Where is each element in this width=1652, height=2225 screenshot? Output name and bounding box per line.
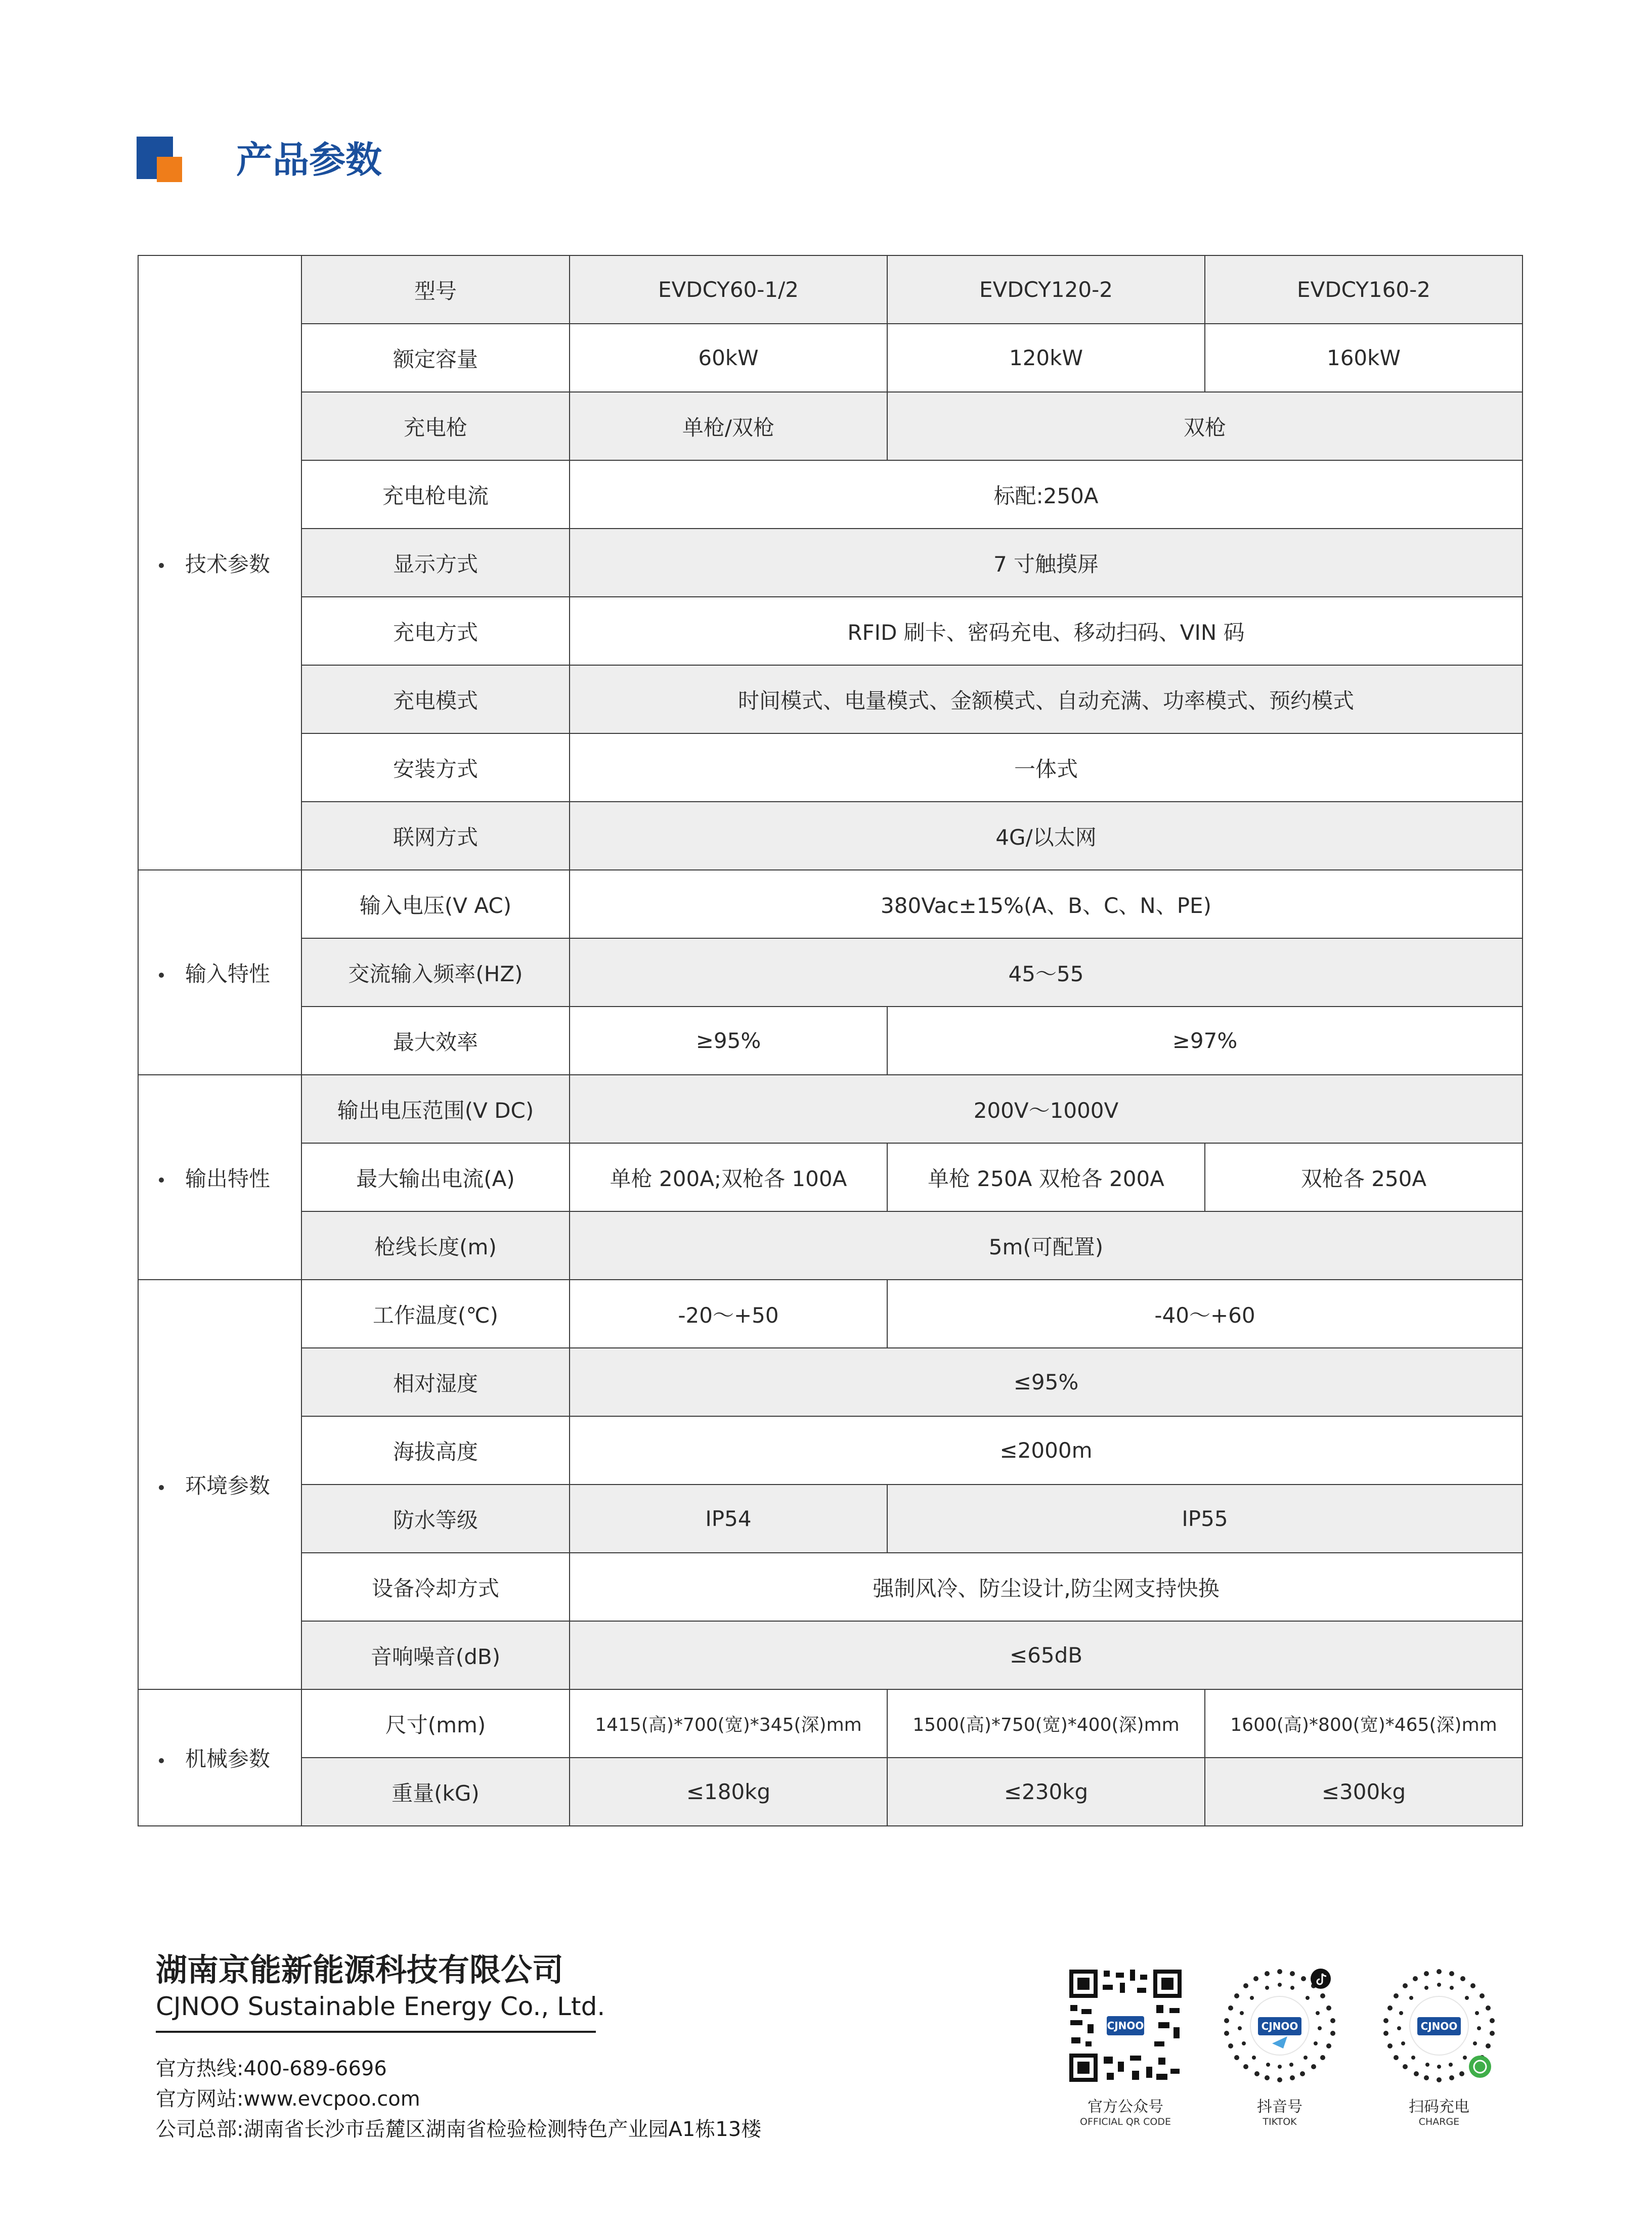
table-row-altitude: [138, 1416, 1523, 1485]
row-label: 音响噪音(dB): [301, 1621, 570, 1689]
category-tech: 技术参数: [138, 255, 301, 870]
qr-sub-tiktok: TIKTOK: [1263, 2116, 1297, 2127]
qr-badge: CJNOO: [1107, 2020, 1144, 2032]
cell-value: 强制风冷、防尘设计,防尘网支持快换: [570, 1553, 1523, 1621]
cell-value: 7 寸触摸屏: [570, 529, 1523, 597]
table-row-output-current: [138, 1143, 1523, 1211]
cell-value: 120kW: [887, 324, 1205, 392]
table-row-ac-freq: [138, 938, 1523, 1007]
table-row-noise: [138, 1621, 1523, 1689]
table-row-temperature: [138, 1280, 1523, 1348]
table-row-charge-mode: [138, 665, 1523, 733]
cell-value: ≥95%: [570, 1007, 887, 1075]
row-label: 联网方式: [301, 802, 570, 870]
cell-value: 单枪/双枪: [570, 392, 887, 460]
table-row-input-voltage: [138, 870, 1523, 938]
table-row-network: [138, 802, 1523, 870]
cell-value: 单枪 250A 双枪各 200A: [887, 1143, 1205, 1211]
cell-value: EVDCY160-2: [1205, 255, 1523, 324]
qr-label-charge: 扫码充电: [1409, 2098, 1469, 2116]
table-row-efficiency: [138, 1007, 1523, 1075]
cell-value: 45～55: [570, 938, 1523, 1007]
cell-value: 标配:250A: [570, 460, 1523, 529]
row-label: 设备冷却方式: [301, 1553, 570, 1621]
row-label: 最大效率: [301, 1007, 570, 1075]
bullet-icon: [159, 973, 164, 978]
row-label: 工作温度(℃): [301, 1280, 570, 1348]
cell-value: ≤65dB: [570, 1621, 1523, 1689]
cell-value: ≤95%: [570, 1348, 1523, 1416]
table-row-capacity: [138, 324, 1523, 392]
qr-label-tiktok: 抖音号: [1257, 2098, 1302, 2116]
cell-value: 单枪 200A;双枪各 100A: [570, 1143, 887, 1211]
qr-sub-official: OFFICIAL QR CODE: [1080, 2116, 1171, 2127]
cell-value: 1500(高)*750(宽)*400(深)mm: [887, 1689, 1205, 1758]
cell-value: 60kW: [570, 324, 887, 392]
table-row-waterproof: [138, 1485, 1523, 1553]
cell-value: 160kW: [1205, 324, 1523, 392]
table-row-install: [138, 733, 1523, 802]
table-row-cooling: [138, 1553, 1523, 1621]
qr-code-official-icon: [1067, 1968, 1184, 2084]
row-label: 输入电压(V AC): [301, 870, 570, 938]
cell-value: ≤2000m: [570, 1416, 1523, 1485]
row-label: 最大输出电流(A): [301, 1143, 570, 1211]
cell-value: 200V～1000V: [570, 1075, 1523, 1143]
cell-value: EVDCY120-2: [887, 255, 1205, 324]
company-name-cn: 湖南京能新能源科技有限公司: [156, 1951, 564, 1988]
row-label: 充电方式: [301, 597, 570, 665]
address: 公司总部:湖南省长沙市岳麓区湖南省检验检测特色产业园A1栋13楼: [156, 2118, 762, 2141]
table-row-gun-current: [138, 460, 1523, 529]
cell-value: ≤180kg: [570, 1758, 887, 1826]
qr-code-charge-icon: [1381, 1968, 1497, 2084]
bullet-icon: [159, 563, 164, 568]
table-row-output-voltage: [138, 1075, 1523, 1143]
cell-value: ≤300kg: [1205, 1758, 1523, 1826]
company-name-en: CJNOO Sustainable Energy Co., Ltd.: [156, 1992, 605, 2021]
table-row-charge-method: [138, 597, 1523, 665]
row-label: 充电模式: [301, 665, 570, 733]
row-label: 尺寸(mm): [301, 1689, 570, 1758]
cell-value: 一体式: [570, 733, 1523, 802]
category-input: 输入特性: [138, 870, 301, 1075]
row-label: 重量(kG): [301, 1758, 570, 1826]
table-row-cable-length: [138, 1211, 1523, 1280]
cell-value: ≤230kg: [887, 1758, 1205, 1826]
qr-code-tiktok-icon: [1222, 1968, 1338, 2084]
table-row-gun: [138, 392, 1523, 460]
row-label: 输出电压范围(V DC): [301, 1075, 570, 1143]
row-label: 交流输入频率(HZ): [301, 938, 570, 1007]
bullet-icon: [159, 1758, 164, 1763]
row-label: 枪线长度(m): [301, 1211, 570, 1280]
table-row-model: [138, 255, 1523, 324]
cell-value: 时间模式、电量模式、金额模式、自动充满、功率模式、预约模式: [570, 665, 1523, 733]
cell-value: -40～+60: [887, 1280, 1523, 1348]
table-row-display: [138, 529, 1523, 597]
row-label: 相对湿度: [301, 1348, 570, 1416]
bullet-icon: [159, 1485, 164, 1490]
hotline: 官方热线:400-689-6696: [156, 2057, 387, 2080]
category-env: 环境参数: [138, 1280, 301, 1689]
row-label: 额定容量: [301, 324, 570, 392]
cell-value: IP54: [570, 1485, 887, 1553]
cell-value: 5m(可配置): [570, 1211, 1523, 1280]
cell-value: 双枪各 250A: [1205, 1143, 1523, 1211]
bullet-icon: [159, 1177, 164, 1183]
row-label: 安装方式: [301, 733, 570, 802]
divider: [156, 2031, 596, 2033]
cell-value: 380Vac±15%(A、B、C、N、PE): [570, 870, 1523, 938]
qr-label-official: 官方公众号: [1088, 2098, 1163, 2116]
table-row-humidity: [138, 1348, 1523, 1416]
product-parameters-table: [138, 255, 1523, 1826]
cell-value: EVDCY60-1/2: [570, 255, 887, 324]
cell-value: ≥97%: [887, 1007, 1523, 1075]
cell-value: 1415(高)*700(宽)*345(深)mm: [570, 1689, 887, 1758]
table-row-weight: [138, 1758, 1523, 1826]
row-label: 海拔高度: [301, 1416, 570, 1485]
row-label: 充电枪: [301, 392, 570, 460]
page-title: 产品参数: [236, 139, 382, 181]
row-label: 防水等级: [301, 1485, 570, 1553]
website: 官方网站:www.evcpoo.com: [156, 2087, 420, 2111]
category-mech: 机械参数: [138, 1689, 301, 1826]
cell-value: IP55: [887, 1485, 1523, 1553]
cell-value: 1600(高)*800(宽)*465(深)mm: [1205, 1689, 1523, 1758]
cell-value: 4G/以太网: [570, 802, 1523, 870]
row-label: 充电枪电流: [301, 460, 570, 529]
category-output: 输出特性: [138, 1075, 301, 1280]
qr-badge: CJNOO: [1261, 2020, 1298, 2032]
qr-sub-charge: CHARGE: [1418, 2116, 1460, 2127]
cell-value: 双枪: [887, 392, 1523, 460]
table-row-size: [138, 1689, 1523, 1758]
logo-square-orange-icon: [157, 157, 182, 182]
cell-value: -20～+50: [570, 1280, 887, 1348]
qr-badge: CJNOO: [1420, 2020, 1458, 2032]
row-label: 型号: [301, 255, 570, 324]
row-label: 显示方式: [301, 529, 570, 597]
cell-value: RFID 刷卡、密码充电、移动扫码、VIN 码: [570, 597, 1523, 665]
